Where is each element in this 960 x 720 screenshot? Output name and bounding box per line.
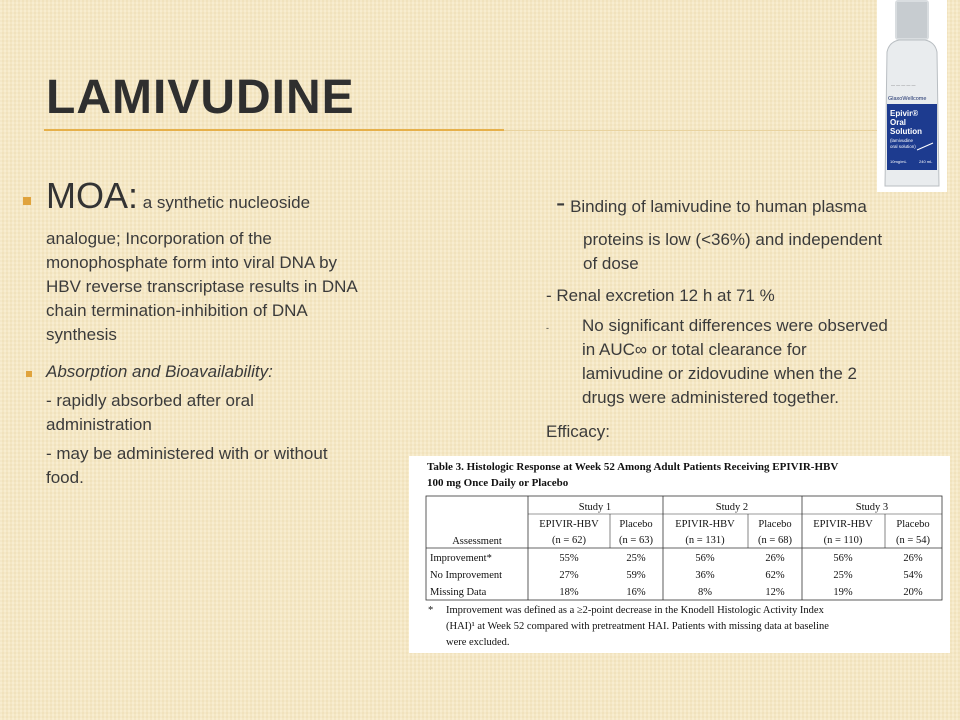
title-underline xyxy=(44,129,504,131)
study-1-header: Study 1 xyxy=(578,502,612,513)
col-header-2-n: (n = 63) xyxy=(619,535,653,546)
col-header-1: EPIVIR-HBV xyxy=(539,519,599,530)
nosig-line-3: lamivudine or zidovudine when the 2 xyxy=(582,364,858,383)
col-header-4-n: (n = 68) xyxy=(758,535,792,546)
bottle-volume: 240 mL xyxy=(919,159,933,164)
assessment-header: Assessment xyxy=(452,536,502,547)
table-cell: 62% xyxy=(765,570,785,581)
table-cell: 26% xyxy=(903,553,923,564)
moa-line-2: analogue; Incorporation of the xyxy=(46,229,272,248)
bottle-label-sub2: oral solution) xyxy=(890,144,916,149)
col-header-6-n: (n = 54) xyxy=(896,535,930,546)
table-cell: 8% xyxy=(698,587,712,598)
footnote-line-2: (HAI)¹ at Week 52 compared with pretreatment HAI. Patients with missing data at baseline xyxy=(446,621,829,632)
moa-line-4: HBV reverse transcriptase results in DNA xyxy=(46,277,358,296)
table-cell: 25% xyxy=(833,570,853,581)
binding-line-1: Binding of lamivudine to human plasma xyxy=(570,197,867,216)
food-line-1: - may be administered with or without xyxy=(46,444,328,463)
table-cell: 36% xyxy=(695,570,715,581)
table-cell: 27% xyxy=(559,570,579,581)
renal-section xyxy=(546,284,936,308)
study-2-header: Study 2 xyxy=(715,502,749,513)
bottle-label-epivir: Epivir® xyxy=(890,109,919,118)
table-caption-2: 100 mg Once Daily or Placebo xyxy=(427,477,569,489)
binding-dash: - xyxy=(556,187,566,218)
absorption-line-1: - rapidly absorbed after oral xyxy=(46,391,254,410)
nosig-line-2: in AUC∞ or total clearance for xyxy=(582,340,807,359)
histologic-response-table xyxy=(409,456,950,653)
moa-line-5: chain termination-inhibition of DNA xyxy=(46,301,308,320)
nosig-line-4: drugs were administered together. xyxy=(582,388,840,407)
absorption-heading: Absorption and Bioavailability: xyxy=(46,362,273,381)
table-cell: 16% xyxy=(626,587,646,598)
bottle-label-oral: Oral xyxy=(890,118,907,127)
moa-line-1: a synthetic nucleoside xyxy=(142,193,311,212)
footnote-line-3: were excluded. xyxy=(446,637,510,648)
moa-line-3: monophosphate form into viral DNA by xyxy=(46,253,338,272)
binding-line-2: proteins is low (<36%) and independent xyxy=(583,230,883,249)
table-caption-1: Table 3. Histologic Response at Week 52 Among Adult Patients Receiving EPIVIR-HBV xyxy=(427,461,839,473)
study-3-header: Study 3 xyxy=(855,502,889,513)
col-header-4: Placebo xyxy=(758,519,792,530)
absorption-section xyxy=(46,360,416,490)
row-label-no-improvement: No Improvement xyxy=(430,570,503,581)
renal-excretion-text: - Renal excretion 12 h at 71 % xyxy=(546,286,775,305)
table-cell: 20% xyxy=(903,587,923,598)
bottle-label-sub1: (lamivudine xyxy=(890,138,914,143)
binding-continued xyxy=(583,228,943,276)
moa-heading: MOA: xyxy=(46,175,139,216)
row-label-missing-data: Missing Data xyxy=(430,587,487,598)
binding-line-3: of dose xyxy=(583,254,639,273)
moa-section xyxy=(46,176,426,223)
efficacy-label: Efficacy: xyxy=(546,422,610,441)
col-header-5: EPIVIR-HBV xyxy=(813,519,873,530)
col-header-5-n: (n = 110) xyxy=(823,535,863,546)
table-cell: 19% xyxy=(833,587,853,598)
nosig-section xyxy=(582,314,952,410)
bottle-strength: 10mg/mL xyxy=(890,159,907,164)
title-underline-faint xyxy=(504,130,884,131)
bottle-label-solution: Solution xyxy=(890,127,922,136)
col-header-3-n: (n = 131) xyxy=(685,535,725,546)
food-line-2: food. xyxy=(46,468,84,487)
moa-line-6: synthesis xyxy=(46,325,117,344)
epivir-bottle-image xyxy=(877,0,947,192)
nosig-dash: - xyxy=(546,323,549,333)
col-header-1-n: (n = 62) xyxy=(552,535,586,546)
moa-continued xyxy=(46,227,426,347)
table-cell: 56% xyxy=(833,553,853,564)
slide-title: LAMIVUDINE xyxy=(46,71,355,124)
col-header-2: Placebo xyxy=(619,519,653,530)
table-cell: 55% xyxy=(559,553,579,564)
footnote-line-1: Improvement was defined as a ≥2-point decrease in the Knodell Histologic Activity Index xyxy=(446,605,824,616)
binding-section xyxy=(556,188,946,222)
bullet-square xyxy=(26,371,32,377)
table-cell: 18% xyxy=(559,587,579,598)
row-label-improvement: Improvement* xyxy=(430,553,492,564)
bottle-brand: GlaxoWellcome xyxy=(888,96,927,102)
nosig-line-1: No significant differences were observed xyxy=(582,316,888,335)
footnote-star: * xyxy=(428,605,434,616)
bullet-square xyxy=(23,197,31,205)
table-cell: 56% xyxy=(695,553,715,564)
efficacy-section xyxy=(546,420,610,444)
col-header-3: EPIVIR-HBV xyxy=(675,519,735,530)
table-cell: 25% xyxy=(626,553,646,564)
col-header-6: Placebo xyxy=(896,519,930,530)
table-cell: 12% xyxy=(765,587,785,598)
table-cell: 26% xyxy=(765,553,785,564)
nosig-dash-block xyxy=(546,316,549,340)
table-cell: 59% xyxy=(626,570,646,581)
absorption-line-2: administration xyxy=(46,415,152,434)
table-cell: 54% xyxy=(903,570,923,581)
bottle-small-text: — — — — — xyxy=(891,82,916,87)
